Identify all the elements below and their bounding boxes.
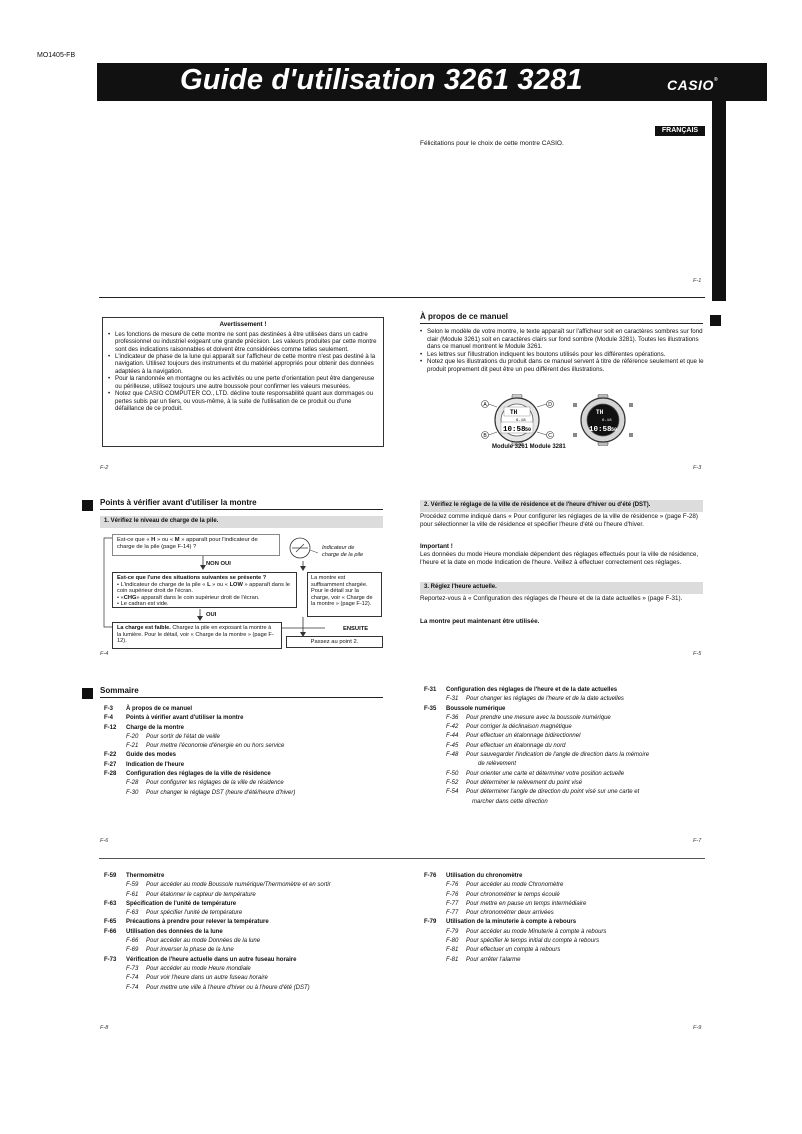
warning-bullet: • Notez que CASIO COMPUTER CO., LTD. décline toute responsabilité quant aux dommages ou pertes subis par un tiers, ou vous-même, à la suite de l'utilisation de ce produit ou d'une défaillance de ce produit.: [108, 390, 378, 412]
about-list: [420, 328, 705, 373]
toc-entry[interactable]: F-30 Pour changer le réglage DST (heure d'été/heure d'hiver): [126, 789, 296, 796]
row-divider: [99, 297, 705, 298]
toc-column: [424, 686, 649, 807]
toc-entry[interactable]: F-61 Pour étalonner le capteur de température: [126, 891, 256, 898]
toc-entry[interactable]: F-4 Points à vérifier avant d'utiliser la montre: [104, 715, 244, 722]
watch-time: 10:58: [589, 426, 612, 434]
watch-seconds: 50: [611, 427, 618, 433]
toc-column: [424, 872, 606, 965]
watch-seconds: 50: [525, 427, 532, 433]
page-number: F-5: [693, 651, 702, 657]
watch-day: TH: [596, 409, 604, 416]
language-label: FRANÇAIS: [655, 126, 705, 136]
warning-title: Avertissement !: [219, 321, 267, 328]
watch-illustration-3281: [568, 394, 638, 446]
charged-text: La montre est suffisamment chargée. Pour le détail sur la charge, voir « Charge de la montre » (page F-12).: [311, 575, 373, 608]
toc-entry[interactable]: F-77 Pour mettre en pause un temps intermédiaire: [446, 900, 587, 907]
section-underline: [100, 509, 383, 510]
side-tab-bar: [712, 100, 726, 301]
question-box-2: [112, 572, 297, 608]
weak-charge-box: [112, 622, 282, 649]
casio-logo: CASIO®: [667, 77, 719, 93]
page-number: F-1: [693, 278, 702, 284]
toc-entry[interactable]: F-76 Utilisation du chronomètre: [424, 873, 523, 879]
toc-entry[interactable]: F-42 Pour corriger la déclinaison magnétique: [446, 724, 572, 731]
toc-entry[interactable]: F-12 Charge de la montre: [104, 724, 185, 731]
q1-text-b: » ou «: [156, 537, 174, 543]
toc-entry[interactable]: F-59 Pour accéder au mode Boussole numérique/Thermomètre et en sortir: [126, 882, 331, 889]
oui-label: OUI: [206, 612, 217, 618]
warning-bullet: • Pour la randonnée en montagne ou les activités ou une perte d'orientation peut être dangereuse ou périlleuse, utilisez toujours une autre boussole pour confirmer les valeurs mesurées.: [108, 375, 378, 390]
toc-entry[interactable]: F-79 Utilisation de la minuterie à compte à rebours: [424, 919, 577, 926]
next-step-box: [286, 636, 383, 648]
about-bullet: • Selon le modèle de votre montre, le texte apparaît sur l'afficheur soit en caractères sombres sur fond clair (Module 3261) soit en caractères clairs sur fond sombre (Module 3281). Toutes les illustrations dans ce manuel montrent le Module 3261.: [420, 328, 705, 351]
warning-box: [102, 317, 384, 447]
page-number: F-7: [693, 838, 702, 844]
next-step-text: Passez au point 2.: [310, 639, 359, 645]
battery-h: H: [151, 537, 156, 543]
important-title: Important !: [420, 543, 453, 550]
toc-entry[interactable]: F-28 Pour configurer les réglages de la ville de résidence: [126, 780, 284, 787]
weak-charge-title: La charge est faible.: [117, 625, 171, 631]
toc-entry[interactable]: F-36 Pour prendre une mesure avec la boussole numérique: [446, 714, 611, 721]
section-underline: [100, 697, 383, 698]
indicator-label: Indicateur de charge de la pile: [322, 545, 364, 558]
toc-entry[interactable]: F-27 Indication de l'heure: [104, 761, 185, 768]
toc-entry[interactable]: F-44 Pour effectuer un étalonnage bidirectionnel: [446, 733, 581, 740]
toc-entry[interactable]: F-35 Boussole numérique: [424, 705, 506, 712]
toc-entry[interactable]: F-3 À propos de ce manuel: [104, 706, 193, 712]
button-letter-c: C: [548, 433, 552, 439]
important-text: Les données du mode Heure mondiale dépendent des réglages effectués pour la ville de résidence, l'heure et la date en mode Indication de l'heure. Veillez à effectuer correctement ces réglages.: [420, 551, 699, 566]
toc-entry[interactable]: F-79 Pour accéder au mode Minuterie à compte à rebours: [446, 928, 607, 935]
toc-entry[interactable]: F-22 Guide des modes: [104, 752, 177, 759]
weak-charge-text: Chargez la pile en exposant la montre à la lumière. Pour le détail, voir « Charge de la montre » (page F-12).: [117, 625, 274, 644]
toc-entry[interactable]: F-73 Vérification de l'heure actuelle dans un autre fuseau horaire: [104, 956, 297, 963]
toc-entry[interactable]: F-59 Thermomètre: [104, 873, 165, 879]
warning-bullet: • Les fonctions de mesure de cette montre ne sont pas destinées à être utilisées dans un cadre professionnel ou industriel exigeant une grande précision. Les valeurs produites par cette montre sont des indications raisonnables et doivent être considérées comme telles seulement.: [108, 331, 378, 353]
toc-entry-continued: marcher dans cette direction: [472, 798, 548, 805]
about-bullet: • Notez que les illustrations du produit dans ce manuel servent à titre de référence seulement et que le produit proprement dit peut être un peu différent des illustrations.: [420, 358, 705, 373]
toc-entry[interactable]: F-76 Pour chronométrer le temps écoulé: [446, 891, 560, 898]
watch-illustration-3261: [474, 394, 564, 446]
button-letter-b: B: [483, 433, 487, 439]
toc-entry[interactable]: F-66 Pour accéder au mode Données de la lune: [126, 938, 261, 945]
step2-text: Procédez comme indiqué dans « Pour configurer les réglages de la ville de résidence » (page F-28) pour sélectionner la ville de résidence et spécifier l'heure d'été ou l'heure d'hiver.: [420, 513, 698, 528]
row-divider: [99, 858, 705, 859]
toc-entry[interactable]: F-81 Pour effectuer un compte à rebours: [446, 947, 561, 954]
toc-entry[interactable]: F-52 Pour déterminer le relèvement du point visé: [446, 779, 583, 786]
toc-entry[interactable]: F-66 Utilisation des données de la lune: [104, 928, 223, 935]
toc-entry[interactable]: F-69 Pour inverser la phase de la lune: [126, 947, 234, 954]
toc-entry[interactable]: F-21 Pour mettre l'économie d'énergie en ou hors service: [126, 743, 285, 750]
flowchart: [100, 532, 385, 652]
toc-entry[interactable]: F-28 Configuration des réglages de la ville de résidence: [104, 771, 271, 778]
q2-line-1: • L'indicateur de charge de la pile « L » ou « LOW » apparaît dans le coin supérieur droit de l'écran.: [117, 581, 290, 594]
toc-entry[interactable]: F-76 Pour accéder au mode Chronomètre: [446, 882, 564, 889]
battery-m: M: [174, 537, 180, 543]
toc-entry[interactable]: F-73 Pour accéder au mode Heure mondiale: [126, 965, 251, 972]
section-marker: [82, 688, 93, 699]
toc-entry[interactable]: F-74 Pour mettre une ville à l'heure d'hiver ou à l'heure d'été (DST): [126, 984, 310, 991]
toc-entry[interactable]: F-48 Pour sauvegarder l'indication de l'angle de direction dans la mémoire: [446, 752, 650, 759]
q1-text-a: Est-ce que «: [117, 537, 150, 543]
page-number: F-4: [100, 651, 109, 657]
toc-entry[interactable]: F-74 Pour voir l'heure dans un autre fuseau horaire: [126, 975, 268, 982]
page-title: Guide d'utilisation 3261 3281: [180, 64, 583, 96]
toc-entry[interactable]: F-54 Pour déterminer l'angle de direction du point visé sur une carte et: [446, 789, 640, 796]
about-bullet: • Les lettres sur l'illustration indiquent les boutons utilisés pour les différentes opérations.: [420, 351, 705, 359]
button-letter-a: A: [483, 402, 487, 408]
watch-date: 6-18: [602, 419, 612, 423]
ensuite-label: ENSUITE: [343, 626, 369, 632]
toc-entry[interactable]: F-77 Pour chronométrer deux arrivées: [446, 910, 554, 917]
page-number: F-6: [100, 838, 109, 844]
toc-entry[interactable]: F-81 Pour arrêter l'alarme: [446, 956, 521, 963]
watch-date: 6-18: [516, 419, 526, 423]
toc-entry[interactable]: F-63 Spécification de l'unité de température: [104, 900, 237, 907]
toc-entry[interactable]: F-45 Pour effectuer un étalonnage du nord: [446, 742, 566, 749]
q2-line-2: • «CHG» apparaît dans le coin supérieur droit de l'écran.: [117, 594, 260, 601]
watch-caption: Module 3261 Module 3281: [492, 444, 566, 450]
section-marker: [82, 500, 93, 511]
watch-time: 10:58: [503, 426, 526, 434]
toc-entry[interactable]: F-50 Pour orienter une carte et déterminer votre position actuelle: [446, 770, 625, 777]
non-oui-label: NON OUI: [206, 561, 231, 567]
section-title: Sommaire: [100, 686, 139, 695]
section-underline: [420, 323, 703, 324]
toc-entry[interactable]: F-80 Pour spécifier le temps initial du compte à rebours: [446, 938, 600, 945]
toc-entry[interactable]: F-31 Configuration des réglages de l'heure et de la date actuelles: [424, 687, 618, 693]
page-number: F-9: [693, 1025, 702, 1031]
toc-entry[interactable]: F-63 Pour spécifier l'unité de température: [126, 910, 243, 917]
section-title: À propos de ce manuel: [420, 312, 509, 321]
q2-title: Est-ce que l'une des situations suivantes se présente ?: [117, 575, 267, 581]
question-box-1: [112, 534, 280, 556]
section-title: Points à vérifier avant d'utiliser la montre: [100, 498, 257, 507]
congratulations-text: Félicitations pour le choix de cette montre CASIO.: [420, 140, 564, 147]
toc-entry[interactable]: F-31 Pour changer les réglages de l'heure et de la date actuelles: [446, 696, 624, 703]
q2-line-3: • Le cadran est vide.: [117, 601, 169, 607]
final-note: La montre peut maintenant être utilisée.: [420, 618, 540, 625]
doc-code: MO1405-FB: [37, 52, 76, 59]
section-marker: [710, 315, 721, 326]
toc-entry-continued: de relèvement: [478, 761, 517, 768]
q1-text-c: » apparaît pour l'indicateur de charge de la pile (page F-14) ?: [117, 537, 258, 551]
page-number: F-2: [100, 465, 109, 471]
toc-entry[interactable]: F-65 Précautions à prendre pour relever la température: [104, 919, 269, 926]
page-number: F-8: [100, 1025, 109, 1031]
watch-day: TH: [510, 409, 518, 416]
step-heading: 1. Vérifiez le niveau de charge de la pile.: [100, 516, 383, 528]
toc-column: [104, 705, 295, 798]
step-heading: 3. Réglez l'heure actuelle.: [420, 582, 703, 594]
page-number: F-3: [693, 465, 702, 471]
step3-text: Reportez-vous à « Configuration des réglages de l'heure et de la date actuelles » (page F-31).: [420, 595, 683, 602]
charged-box: [307, 572, 382, 617]
warning-bullet: • L'indicateur de phase de la lune qui apparaît sur l'afficheur de cette montre n'est pas destiné à la navigation. Utilisez toujours des instruments et du matériel appropriés pour obtenir des données adaptées à la navigation.: [108, 353, 378, 375]
brand-text: CASIO: [667, 77, 714, 93]
button-letter-d: D: [548, 402, 552, 408]
toc-entry[interactable]: F-20 Pour sortir de l'état de veille: [126, 733, 220, 740]
toc-column: [104, 872, 331, 993]
step-heading: 2. Vérifiez le réglage de la ville de résidence et de l'heure d'hiver ou d'été (DST).: [420, 500, 703, 512]
